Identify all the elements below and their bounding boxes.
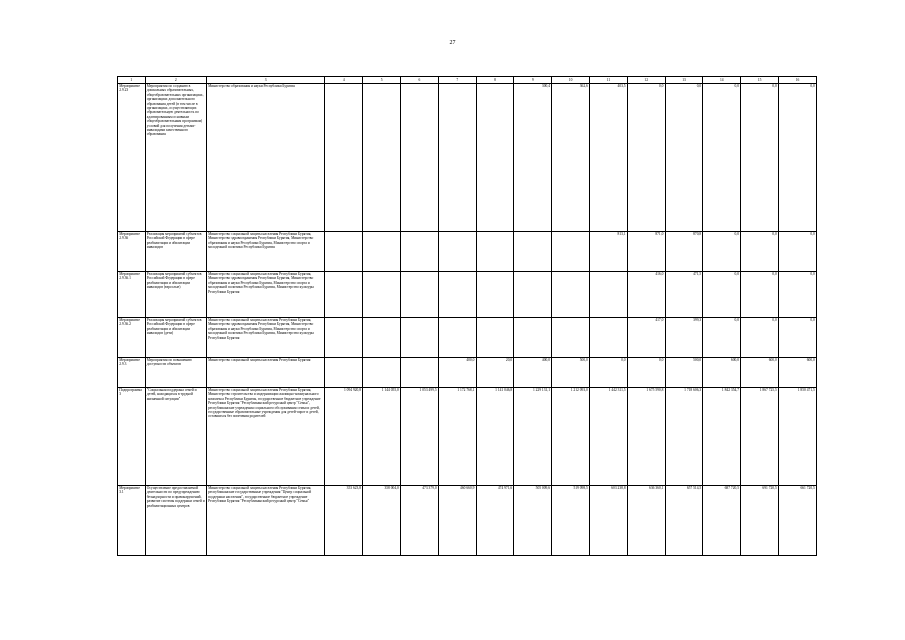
column-header: 11	[590, 77, 628, 84]
row-value-cell	[476, 272, 514, 318]
row-value-cell: 362,6	[552, 84, 590, 232]
row-value-cell: 1 141 046,8	[476, 388, 514, 486]
row-value-cell	[401, 232, 439, 272]
row-executor-cell: Министерство социальной защиты населения Республики Бурятия	[206, 358, 325, 388]
row-name-cell: Реализация мероприятий субъектов Российской Федерации в сфере реабилитации и абилитации инвалидов	[145, 232, 206, 272]
row-value-cell	[401, 318, 439, 358]
row-value-cell	[363, 318, 401, 358]
column-header: 13	[665, 77, 703, 84]
table-row	[118, 486, 817, 556]
row-value-cell: 471,5	[665, 272, 703, 318]
row-value-cell	[325, 358, 363, 388]
table-header-row	[118, 77, 817, 84]
row-value-cell: 0,0	[741, 272, 779, 318]
row-value-cell: 813,1	[590, 232, 628, 272]
table-row	[118, 388, 817, 486]
row-value-cell: 519 098,5	[552, 486, 590, 556]
row-value-cell	[325, 84, 363, 232]
row-value-cell	[363, 84, 401, 232]
row-code-cell: Мероприятие 2.9.3	[118, 358, 146, 388]
row-value-cell: 0,0	[665, 84, 703, 232]
column-header: 12	[627, 77, 665, 84]
row-value-cell	[438, 232, 476, 272]
row-executor-cell: Министерство социальной защиты населения Республики Бурятия, Министерство здравоохранения Республики Бурятия, Министерство образования и науки Республики Бурятия, Министерство спорта и молодежной политики Республики Бурятия, Министерство культуры Республики Бурятия	[206, 318, 325, 358]
row-value-cell: 1 675 590,8	[627, 388, 665, 486]
row-value-cell	[325, 318, 363, 358]
column-header: 7	[438, 77, 476, 84]
row-value-cell: 1 842 354,7	[703, 388, 741, 486]
row-value-cell: 473 379,0	[401, 486, 439, 556]
column-header: 14	[703, 77, 741, 84]
row-code-cell: Мероприятие 3.1	[118, 486, 146, 556]
row-value-cell: 1 229 131,1	[514, 388, 552, 486]
row-code-cell: Мероприятие 2.9.36	[118, 232, 146, 272]
row-value-cell: 1 442 311,5	[590, 388, 628, 486]
row-value-cell: 0,0	[741, 84, 779, 232]
table-row	[118, 358, 817, 388]
row-value-cell: 600,0	[741, 358, 779, 388]
table-body	[118, 84, 817, 556]
row-value-cell: 417,0	[627, 318, 665, 358]
row-executor-cell: Министерство социальной защиты населения Республики Бурятия, республиканские государственные учреждения "Центр социальной поддержки населения", государственное бюджетное учреждение Республики Бурятия "Республиканский ресурсный центр "Семья"	[206, 486, 325, 556]
row-value-cell: 1 718 606,3	[665, 388, 703, 486]
table-row	[118, 232, 817, 272]
column-header: 10	[552, 77, 590, 84]
row-value-cell: 474 971,6	[476, 486, 514, 556]
row-value-cell: 691 720,5	[741, 486, 779, 556]
row-value-cell: 400,0	[438, 358, 476, 388]
row-executor-cell: Министерство социальной защиты населения Республики Бурятия, Министерство здравоохранения Республики Бурятия, Министерство образования и науки Республики Бурятия, Министерство спорта и молодежной политики Республики Бурятия, Министерство культуры Республики Бурятия	[206, 272, 325, 318]
row-value-cell: 657 514,5	[665, 486, 703, 556]
row-value-cell: 0,0	[703, 318, 741, 358]
row-code-cell: Мероприятие 2.9.36.1	[118, 272, 146, 318]
row-value-cell: 353 623,8	[325, 486, 363, 556]
row-value-cell	[590, 272, 628, 318]
row-code-cell: Подпрограмма 3	[118, 388, 146, 486]
row-value-cell: 1 144 055,0	[363, 388, 401, 486]
row-value-cell: 300,4	[514, 84, 552, 232]
row-value-cell: 1 053 499,5	[401, 388, 439, 486]
row-value-cell: 600,0	[703, 358, 741, 388]
row-value-cell: 1 867 725,5	[741, 388, 779, 486]
row-value-cell: 600,0	[778, 358, 816, 388]
row-value-cell	[401, 358, 439, 388]
row-value-cell: 0,0	[703, 232, 741, 272]
row-value-cell: 603 238,8	[590, 486, 628, 556]
row-code-cell: Мероприятие 2.9.36.2	[118, 318, 146, 358]
row-value-cell: 0,0	[778, 272, 816, 318]
row-value-cell: 400,0	[514, 358, 552, 388]
row-value-cell	[552, 272, 590, 318]
row-value-cell	[552, 318, 590, 358]
column-header: 1	[118, 77, 146, 84]
table-row	[118, 84, 817, 232]
row-name-cell: "Социальная поддержка семей и детей, находящихся в трудной жизненной ситуации"	[145, 388, 206, 486]
row-value-cell: 0,0	[703, 84, 741, 232]
row-executor-cell: Министерство образования и науки Республики Бурятия	[206, 84, 325, 232]
row-value-cell: 661 720,5	[778, 486, 816, 556]
column-header: 15	[741, 77, 779, 84]
row-value-cell: 0,0	[741, 318, 779, 358]
row-value-cell	[590, 318, 628, 358]
row-value-cell	[325, 272, 363, 318]
column-header: 2	[145, 77, 206, 84]
row-value-cell: 636 360,1	[627, 486, 665, 556]
row-value-cell	[514, 232, 552, 272]
row-name-cell: Осуществление предоставляемой деятельности по предупреждению безнадзорности и правонарушений, развитие системы поддержки семей и реабилитационных центров	[145, 486, 206, 556]
row-value-cell: 687 720,5	[703, 486, 741, 556]
column-header: 8	[476, 77, 514, 84]
row-value-cell	[438, 84, 476, 232]
row-executor-cell: Министерство социальной защиты населения Республики Бурятия, Министерство строительства и модернизации жилищно-коммунального комплекса Республики Бурятия, государственное бюджетное учреждение Республики Бурятия "Республиканский ресурсный центр "Семья", республиканские учреждения социального обслуживания семьи и детей, государственные образовательные учреждения для детей-сирот и детей, оставшихся без попечения родителей	[206, 388, 325, 486]
row-value-cell	[438, 318, 476, 358]
column-header: 9	[514, 77, 552, 84]
row-value-cell: 403,5	[590, 84, 628, 232]
row-value-cell	[514, 318, 552, 358]
row-value-cell	[363, 272, 401, 318]
row-value-cell: 870,8	[665, 232, 703, 272]
row-value-cell	[325, 232, 363, 272]
column-header: 3	[206, 77, 325, 84]
row-value-cell: 0,0	[778, 84, 816, 232]
row-value-cell: 1 850 471,5	[778, 388, 816, 486]
row-value-cell: 416,0	[627, 272, 665, 318]
budget-table	[117, 76, 817, 556]
row-value-cell	[514, 272, 552, 318]
table-row	[118, 318, 817, 358]
row-name-cell: Мероприятия по повышению доступности объектов	[145, 358, 206, 388]
column-header: 6	[401, 77, 439, 84]
row-value-cell	[552, 232, 590, 272]
row-value-cell	[476, 318, 514, 358]
row-executor-cell: Министерство социальной защиты населения Республики Бурятия, Министерство здравоохранения Республики Бурятия, Министерство образования и науки Республики Бурятия, Министерство спорта и молодежной политики Республики Бурятия	[206, 232, 325, 272]
row-name-cell: Реализация мероприятий субъектов Российской Федерации в сфере реабилитации и абилитации инвалидов (взрослые)	[145, 272, 206, 318]
row-value-cell	[401, 272, 439, 318]
row-value-cell: 358 004,0	[363, 486, 401, 556]
row-code-cell: Мероприятие 2.9.23	[118, 84, 146, 232]
row-value-cell: 871,0	[627, 232, 665, 272]
column-header: 4	[325, 77, 363, 84]
row-name-cell: Реализация мероприятий субъектов Российской Федерации в сфере реабилитации и абилитации инвалидов (дети)	[145, 318, 206, 358]
row-value-cell: 500,0	[665, 358, 703, 388]
row-value-cell: 500,0	[552, 358, 590, 388]
row-value-cell: 0,0	[703, 272, 741, 318]
row-value-cell	[476, 84, 514, 232]
row-value-cell: 20,0	[476, 358, 514, 388]
row-value-cell: 0,0	[590, 358, 628, 388]
row-value-cell: 0,0	[627, 358, 665, 388]
row-value-cell: 505 009,6	[514, 486, 552, 556]
row-value-cell: 0,0	[627, 84, 665, 232]
column-header: 5	[363, 77, 401, 84]
row-value-cell	[363, 358, 401, 388]
row-value-cell: 1 172 768,1	[438, 388, 476, 486]
table-row	[118, 272, 817, 318]
row-value-cell: 0,0	[741, 232, 779, 272]
row-value-cell	[476, 232, 514, 272]
row-value-cell: 0,0	[778, 232, 816, 272]
row-value-cell	[401, 84, 439, 232]
row-value-cell: 1 094 920,8	[325, 388, 363, 486]
column-header: 16	[778, 77, 816, 84]
row-value-cell: 460 660,9	[438, 486, 476, 556]
row-value-cell: 1 212 093,0	[552, 388, 590, 486]
page-number: 27	[449, 40, 456, 46]
row-value-cell	[363, 232, 401, 272]
row-value-cell: 0,0	[778, 318, 816, 358]
row-value-cell	[438, 272, 476, 318]
row-value-cell: 399,3	[665, 318, 703, 358]
row-name-cell: Мероприятия по созданию в дошкольных образовательных, общеобразовательных организациях, организациях дополнительного образования детей (в том числе в организациях, осуществляющих образовательную деятельность по адаптированным основным общеобразовательным программам) условий для получения детьми-инвалидами качественного образования	[145, 84, 206, 232]
